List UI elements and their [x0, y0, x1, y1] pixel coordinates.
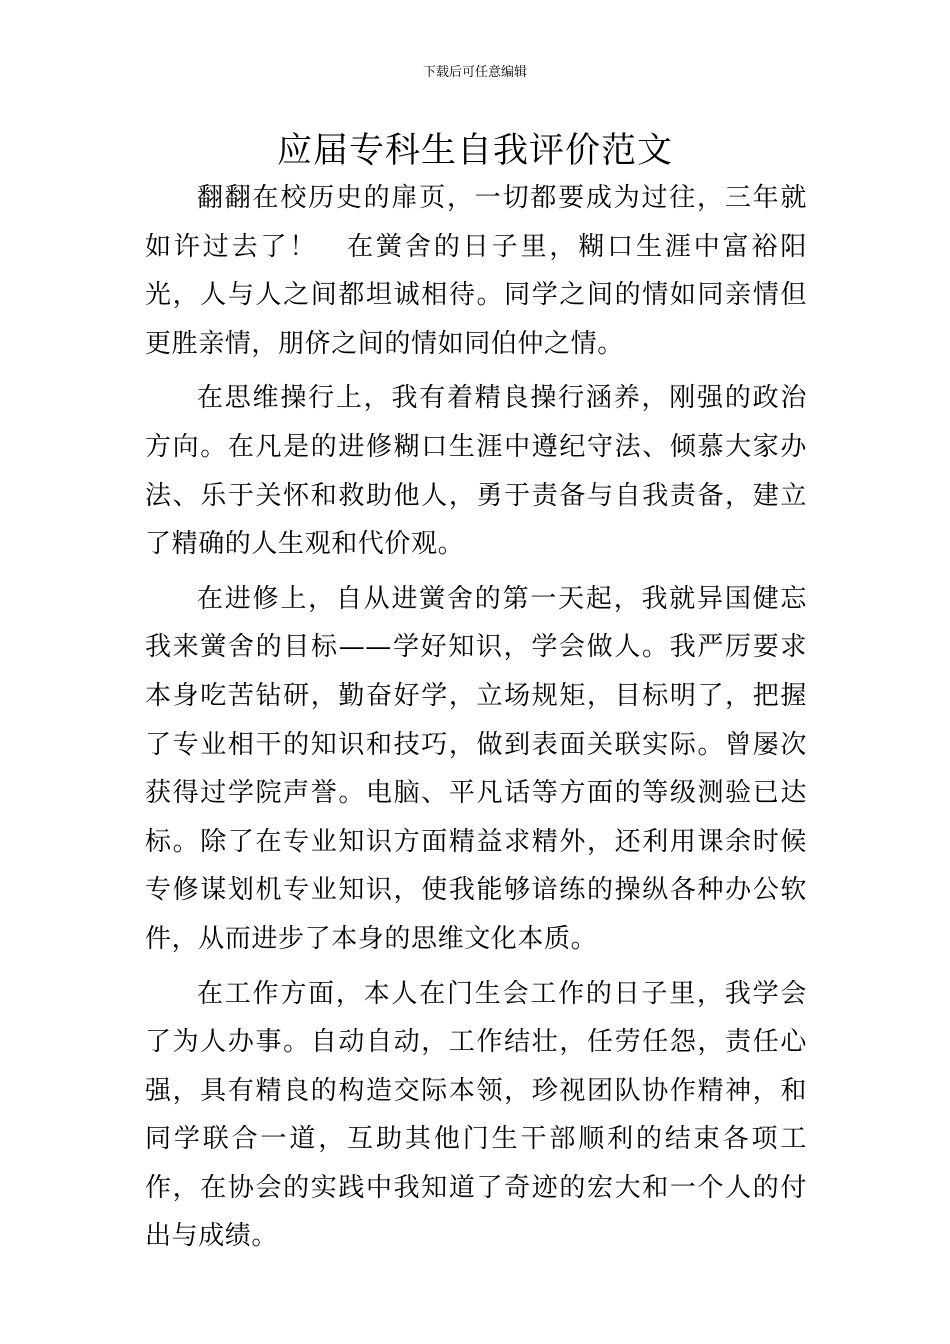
document-title: 应届专科生自我评价范文: [276, 131, 673, 171]
paragraph-1: 翻翻在校历史的扉页，一切都要成为过往，三年就如许过去了！ 在黉舍的日子里，糊口生涯中富裕阳光，人与人之间都坦诚相待。同学之间的情如同亲情但更胜亲情，朋侪之间的情如同伯仲之情。: [145, 183, 807, 359]
header-note: 下载后可任意编辑: [422, 65, 527, 80]
paragraph-4: 在工作方面，本人在门生会工作的日子里，我学会了为人办事。自动自动，工作结壮，任劳任怨，责任心强，具有精良的构造交际本领，珍视团队协作精神，和同学联合一道，互助其他门生干部顺利的结束各项工作，在协会的实践中我知道了奇迹的宏大和一个人的付出与成绩。: [145, 978, 807, 1252]
paragraph-2: 在思维操行上，我有着精良操行涵养，刚强的政治方向。在凡是的进修糊口生涯中遵纪守法、倾慕大家办法、乐于关怀和救助他人，勇于责备与自我责备，建立了精确的人生观和代价观。: [145, 383, 807, 560]
document-body: [145, 174, 807, 1267]
paragraph-3: 在进修上，自从进黉舍的第一天起，我就异国健忘我来黉舍的目标——学好知识，学会做人。我严厉要求本身吃苦钻研，勤奋好学，立场规矩，目标明了，把握了专业相干的知识和技巧，做到表面关联实际。曾屡次获得过学院声誉。电脑、平凡话等方面的等级测验已达标。除了在专业知识方面精益求精外，还利用课余时候专修谋划机专业知识，使我能够谙练的操纵各种办公软件，从而进步了本身的思维文化本质。: [145, 583, 807, 954]
